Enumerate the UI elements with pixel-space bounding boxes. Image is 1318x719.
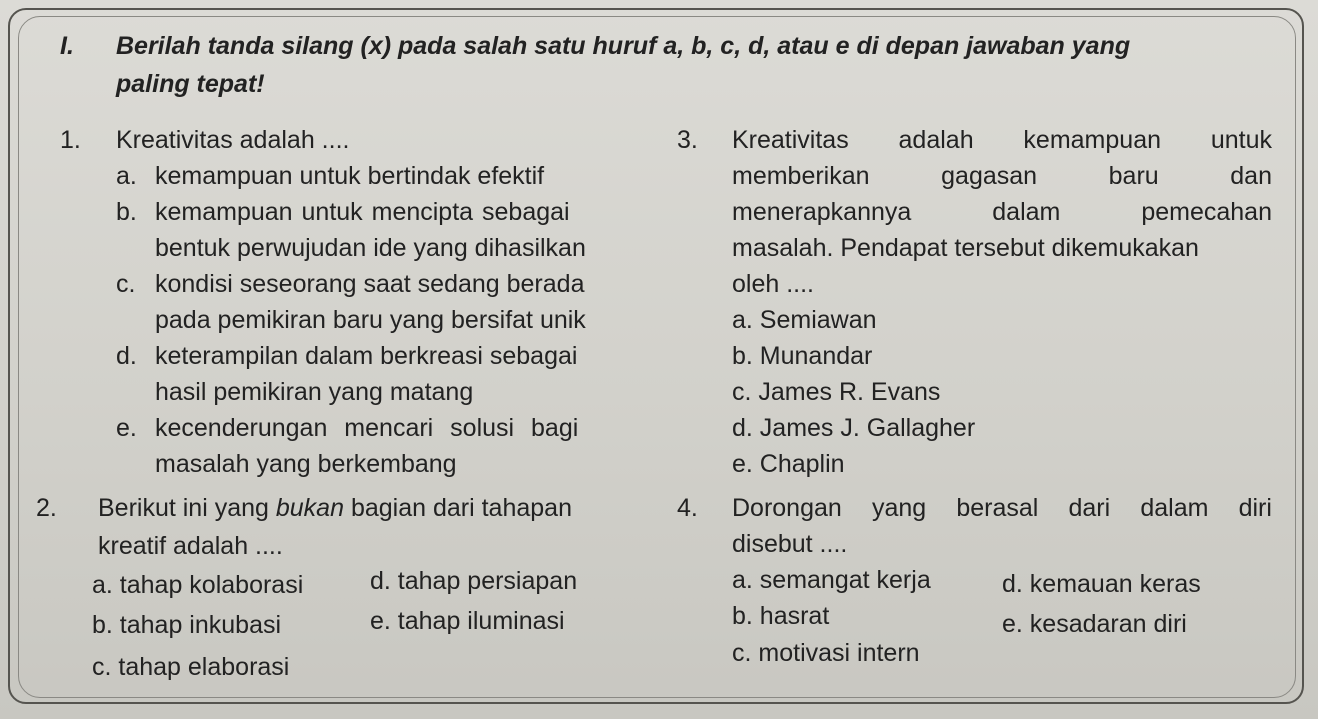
q1-option-d-line1: keterampilan dalam berkreasi sebagai [155,342,578,370]
q4-l1-w2: yang [871,494,927,522]
q1-question: Kreativitas adalah .... [116,126,350,154]
q1-option-e-line2: masalah yang berkembang [155,450,457,478]
q3-option-a[interactable]: a. Semiawan [732,306,877,334]
q3-question-line3 [732,197,1272,227]
q3-l1-w2: adalah [898,126,974,154]
instruction-line-1: Berilah tanda silang (x) pada salah satu huruf a, b, c, d, atau e di depan jawaban yang [116,32,1131,60]
q4-option-b[interactable]: b. hasrat [732,602,830,630]
q3-question-line4: masalah. Pendapat tersebut dikemukakan [732,234,1199,262]
q1-option-a-letter[interactable]: a. [116,162,137,190]
q1-option-b-letter[interactable]: b. [116,198,137,226]
q2-option-e[interactable]: e. tahap iluminasi [370,607,565,635]
q1-option-d-line2: hasil pemikiran yang matang [155,378,474,406]
q3-l3-w1: menerapkannya [732,198,912,226]
q1-number: 1. [60,126,81,154]
q2-question-emphasis: bukan [275,494,344,522]
q2-option-c[interactable]: c. tahap elaborasi [92,653,290,681]
q1-option-c-letter[interactable]: c. [116,270,136,298]
q2-option-d[interactable]: d. tahap persiapan [370,567,578,595]
q3-l2-w4: dan [1230,162,1272,190]
q4-l1-w4: dari [1068,494,1111,522]
q4-l1-w5: dalam [1140,494,1209,522]
q4-l1-w1: Dorongan [732,494,842,522]
instruction-number: I. [60,32,74,60]
q1-option-c-line1: kondisi seseorang saat sedang berada [155,270,585,298]
q1-option-b-line2: bentuk perwujudan ide yang dihasilkan [155,234,586,262]
q4-option-a[interactable]: a. semangat kerja [732,566,931,594]
q2-question-line2: kreatif adalah .... [98,532,283,560]
q4-option-d[interactable]: d. kemauan keras [1002,570,1201,598]
q3-question-line2 [732,161,1272,191]
q3-l1-w4: untuk [1210,126,1272,154]
q3-l2-w1: memberikan [732,162,870,190]
q4-number: 4. [677,494,698,522]
q1-option-c-line2: pada pemikiran baru yang bersifat unik [155,306,586,334]
q4-option-e[interactable]: e. kesadaran diri [1002,610,1187,638]
q3-number: 3. [677,126,698,154]
q3-l1-w1: Kreativitas [732,126,849,154]
q4-option-c[interactable]: c. motivasi intern [732,639,920,667]
q3-option-b[interactable]: b. Munandar [732,342,873,370]
q1-option-a-text: kemampuan untuk bertindak efektif [155,162,545,190]
q4-question-line1 [732,493,1272,523]
q3-option-d[interactable]: d. James J. Gallagher [732,414,976,442]
q3-question-line5: oleh .... [732,270,814,298]
q3-option-c[interactable]: c. James R. Evans [732,378,941,406]
q3-l2-w3: baru [1108,162,1159,190]
instruction-line-2: paling tepat! [116,70,265,98]
q3-question-line1 [732,125,1272,155]
q3-l1-w3: kemampuan [1023,126,1161,154]
q2-number: 2. [36,494,57,522]
q2-option-a[interactable]: a. tahap kolaborasi [92,571,304,599]
q2-question-post: bagian dari tahapan [344,494,572,522]
q3-l3-w3: pemecahan [1141,198,1272,226]
q2-question-line1 [98,493,572,523]
q1-option-e-letter[interactable]: e. [116,414,137,442]
q1-option-e-line1: kecenderungan mencari solusi bagi [155,414,579,442]
q3-l2-w2: gagasan [941,162,1038,190]
q3-l3-w2: dalam [992,198,1061,226]
q1-option-b-line1: kemampuan untuk mencipta sebagai [155,198,570,226]
q4-l1-w3: berasal [956,494,1039,522]
q2-option-b[interactable]: b. tahap inkubasi [92,611,282,639]
q2-question-pre: Berikut ini yang [98,494,276,522]
q3-option-e[interactable]: e. Chaplin [732,450,845,478]
q4-question-line2: disebut .... [732,530,848,558]
q4-l1-w6: diri [1238,494,1272,522]
q1-option-d-letter[interactable]: d. [116,342,137,370]
